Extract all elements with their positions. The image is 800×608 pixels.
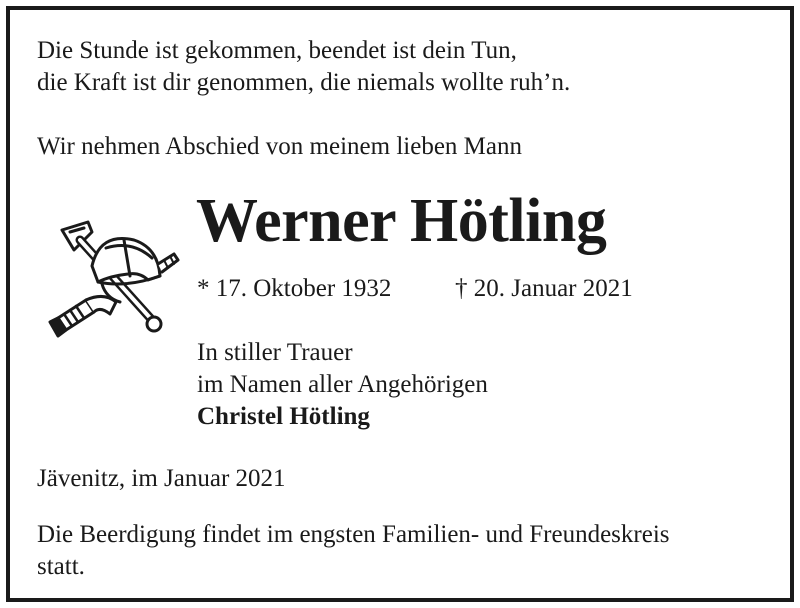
obituary-frame bbox=[6, 6, 794, 602]
birth-date: * 17. Oktober 1932 bbox=[197, 275, 392, 302]
funeral-note-line-1: Die Beerdigung findet im engsten Familien- und Freundeskreis bbox=[37, 521, 670, 548]
death-date: † 20. Januar 2021 bbox=[455, 275, 633, 302]
farewell-intro: Wir nehmen Abschied von meinem lieben Mann bbox=[37, 133, 522, 160]
deceased-name: Werner Hötling bbox=[196, 187, 607, 255]
firefighter-emblem-icon bbox=[40, 210, 180, 350]
mourning-line-1: In stiller Trauer bbox=[197, 339, 353, 366]
mourning-line-2: im Namen aller Angehörigen bbox=[197, 371, 488, 398]
funeral-note-line-2: statt. bbox=[37, 553, 85, 580]
place-and-date: Jävenitz, im Januar 2021 bbox=[37, 465, 286, 492]
poem-line-1: Die Stunde ist gekommen, beendet ist dein Tun, bbox=[37, 37, 517, 64]
mourner-name: Christel Hötling bbox=[197, 403, 370, 430]
poem-line-2: die Kraft ist dir genommen, die niemals wollte ruh’n. bbox=[37, 69, 571, 96]
